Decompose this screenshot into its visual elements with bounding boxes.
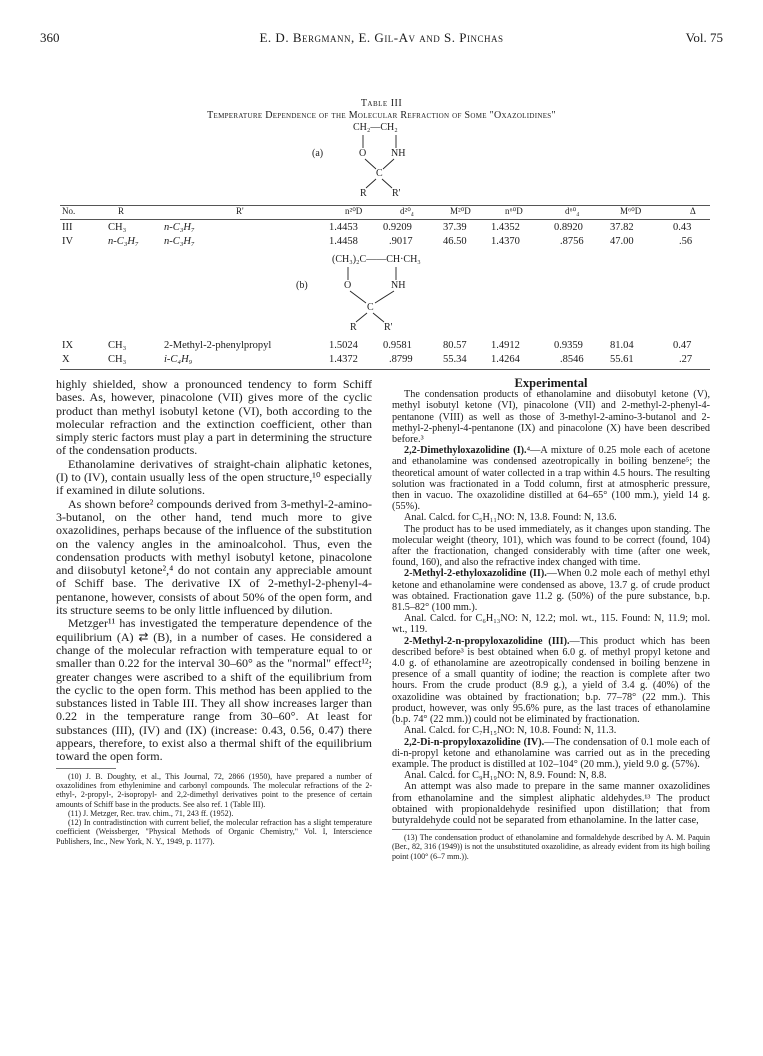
right-column — [392, 378, 710, 861]
volume: Vol. 75 — [685, 30, 723, 45]
body-paragraph: Ethanolamine derivatives of straight-chain aliphatic ketones, (I) to (IV), contain usually less of the open structure,¹⁰ especially if examined in dilute solutions. — [56, 456, 372, 498]
cell-n20: 1.4372 — [329, 354, 358, 365]
cell-d20: 0.9581 — [383, 340, 412, 351]
cell-d60: 0.9359 — [554, 340, 583, 351]
cell-r-prime: 2-Methyl-2-phenylpropyl — [164, 340, 272, 351]
footnote: (10) J. B. Doughty, et al., This Journal, 72, 2866 (1950), have prepared a number of oxazolidines from ethylenimine and carbonyl compounds. The molecular refractions of the 2-ethyl-, 2-propyl-, 2-isopropyl- and 2,2-dimethyl derivatives point to the presence of certain amounts of Schiff base in the products. See also ref. 1 (Table III). — [56, 771, 372, 809]
cell-m60: 47.00 — [610, 236, 634, 247]
structure-b-top: (CH₃)₂C——CH·CH₃ — [332, 254, 421, 265]
col-header-r: R — [118, 206, 125, 216]
structure-a-bonds — [336, 122, 436, 202]
cell-n20: 1.4453 — [329, 222, 358, 233]
analysis-line: Anal. Calcd. for C₇H₁₅NO: N, 10.8. Found: N, 11.3. — [404, 725, 617, 737]
compound-title: 2,2-Di-n-propyloxazolidine (IV). — [404, 736, 545, 748]
table-rule — [60, 205, 710, 206]
cell-d60: .8546 — [560, 354, 584, 365]
left-column — [56, 378, 372, 846]
body-paragraph: As shown before² compounds derived from 3-methyl-2-amino-3-butanol, on the other hand, tend much more to give oxazolidines, perhaps because of the influence of the substitution on the valency angles in the aminoalcohol. Thus, even the condensation products with methyl isobutyl ketone, pinacolone and diisobutyl ketone²,⁴ do not contain any appreciable amount of Schiff base. The derivative IX of 2-methyl-2-phenyl-4-pentanone, however, consists of about 50% of the open form, and its structure seems to be only little influenced by dilution. — [56, 496, 372, 618]
cell-d60: .8756 — [560, 236, 584, 247]
col-header-d60: d⁶⁰₄ — [565, 206, 580, 216]
running-head — [40, 30, 723, 50]
analysis-line: Anal. Calcd. for C₅H₁₁NO: N, 13.8. Found: N, 13.6. — [404, 512, 617, 524]
col-header-no: No. — [62, 206, 76, 216]
table-rule — [60, 369, 710, 370]
cell-d20: .8799 — [389, 354, 413, 365]
cell-m60: 81.04 — [610, 340, 634, 351]
cell-m60: 37.82 — [610, 222, 634, 233]
footnote-rule — [56, 768, 116, 769]
cell-m20: 80.57 — [443, 340, 467, 351]
body-paragraph: The product has to be used immediately, as it changes upon standing. The molecular weight (theory, 101), which was found to be correct (found, 104) after the fractionation, changed considerably with time (after one week, found, 160), and also the refractive index changed with time. — [392, 523, 710, 569]
structure-b-nh: NH — [391, 280, 406, 291]
compound-title: 2,2-Dimethyloxazolidine (I). — [404, 445, 527, 457]
structure-a-label: (a) — [312, 148, 324, 159]
cell-n20: 1.4458 — [329, 236, 358, 247]
body-paragraph: An attempt was also made to prepare in the same manner oxazolidines from ethanolamine and the simplest aliphatic aldehydes.¹³ The product obtained with propionaldehyde resinified upon distillation; that from butyraldehyde could not be separated from ethanolamine. In the latter case, — [392, 781, 710, 826]
structure-a-top: CH₂—CH₂ — [353, 122, 398, 133]
structure-a-nh: NH — [391, 148, 406, 159]
compound-title: 2-Methyl-2-ethyloxazolidine (II). — [404, 568, 547, 580]
cell-d20: .9017 — [389, 236, 413, 247]
cell-r-prime: n-C₃H₇ — [164, 236, 195, 247]
structure-b-r: R — [350, 322, 357, 333]
structure-a-r: R — [360, 188, 367, 199]
col-header-m20: M²⁰D — [450, 206, 471, 216]
col-header-delta: Δ — [690, 206, 696, 216]
page-number: 360 — [40, 30, 60, 45]
cell-m20: 46.50 — [443, 236, 467, 247]
cell-r: CH₃ — [108, 222, 127, 233]
table-label: Table III — [360, 98, 403, 109]
cell-r: n-C₃H₇ — [108, 236, 139, 247]
cell-delta: 0.47 — [673, 340, 692, 351]
compound-body: —The condensation of 0.1 mole each of di-n-propyl ketone and ethanolamine was carried out as in the preceding example. The product is distilled at 102–104° (20 mm.), yield 9.0 g. (57%). — [392, 736, 710, 770]
cell-d20: 0.9209 — [383, 222, 412, 233]
col-header-r-prime: R' — [236, 206, 244, 216]
cell-m60: 55.61 — [610, 354, 634, 365]
cell-r-prime: n-C₃H₇ — [164, 222, 195, 233]
structure-b-r-prime: R' — [384, 322, 393, 333]
cell-delta: 0.43 — [673, 222, 692, 233]
footnote-rule — [392, 829, 482, 830]
cell-r: CH₃ — [108, 354, 127, 365]
table-caption: Temperature Dependence of the Molecular Refraction of Some "Oxazolidines" — [207, 110, 556, 121]
compound-paragraph — [392, 445, 710, 512]
footnotes-left — [56, 768, 372, 846]
cell-delta: .56 — [679, 236, 693, 247]
authors: E. D. Bergmann, E. Gil-Av and S. Pinchas — [259, 30, 504, 45]
cell-n60: 1.4370 — [491, 236, 520, 247]
structure-a-o: O — [359, 148, 367, 159]
cell-r-prime: i-C₄H₉ — [164, 354, 193, 365]
body-paragraph: highly shielded, show a pronounced tendency to form Schiff bases. As, however, pinacolone (VII) gives more of the cyclic product than methyl isobutyl ketone (VI), both according to the molecular refraction and the extinction coefficient, other than simply steric factors must play a part in determining the structure of the condensation products. — [56, 377, 372, 458]
footnote: (12) In contradistinction with current belief, the molecular refraction has a slight temperature coefficient (Weissberger, "Physical Methods of Organic Chemistry," Vol. I, Interscience Publishers, Inc., New York, N. Y., 1949, p. 1177). — [56, 818, 372, 846]
cell-no: IX — [62, 340, 74, 351]
cell-n60: 1.4264 — [491, 354, 520, 365]
cell-no: X — [62, 354, 70, 365]
cell-no: III — [62, 222, 73, 233]
col-header-n60: n⁶⁰D — [505, 206, 523, 216]
structure-a-r-prime: R' — [392, 188, 401, 199]
table-rule — [60, 219, 710, 220]
body-paragraph: The condensation products of ethanolamine and diisobutyl ketone (V), methyl isobutyl ketone (VI), pinacolone (VII) and 2-methyl-2-phenyl-4-pentanone (VIII) as well as those of 3-methyl-2-amino-3-butanol and 2-methyl-2-phenyl-4-pentanone (IX) and pinacolone (X) have been described before.³ — [392, 389, 710, 446]
footnote: (11) J. Metzger, Rec. trav. chim., 71, 243 ff. (1952). — [68, 808, 234, 818]
compound-body: —When 0.2 mole each of methyl ethyl ketone and ethanolamine were condensed as above, 13.7 g. of crude product was obtained. Fractionation gave 11.2 g. (50%) of the pure substance, b.p. 81.5–82° (100 mm.). — [392, 568, 710, 614]
compound-paragraph — [392, 568, 710, 613]
structure-b-c: C — [367, 302, 374, 313]
compound-body: —This product which has been described before³ is best obtained when 6.0 g. of methyl propyl ketone and 4.0 g. of ethanolamine are azeotropically condensed in boiling benzene in presence of a small quantity of iodine; the reaction is complete after two hours. From the crude product (8.9 g.), a yield of 3.4 g. (40%) of the oxazolidine was obtained by fractionation; b.p. 77–78° (22 mm.). This product, however, was only 95.6% pure, as the last traces of ethanolamine (b.p. 74° (22 mm.)) could not be eliminated by fractionation. — [392, 635, 710, 726]
compound-body: ⁴—A mixture of 0.25 mole each of acetone and ethanolamine was condensed azeotropically in boiling benzene⁵; the theoretical amount of water collected in a trap within 4.5 hours. The resulting solution was fractionated in a Todd column, first at atmospheric pressure, then in vacuo. The oxazolidine distilled at 64–65° (100 mm.), yield 14 g. (55%). — [392, 445, 710, 513]
footnotes-right — [392, 829, 710, 861]
cell-n60: 1.4912 — [491, 340, 520, 351]
cell-r: CH₃ — [108, 340, 127, 351]
cell-m20: 55.34 — [443, 354, 467, 365]
body-paragraph: Metzger¹¹ has investigated the temperature dependence of the equilibrium (A) ⇄ (B), in a number of cases. He considered a change of the molecular refraction with temperature equal to or smaller than 0.22 for the interval 30–60° as the "normal" effect¹²; greater changes were ascribed to a shift of the equilibrium from the cyclic to the open form. This method has been applied to the substances listed in Table III. They all show increases larger than 0.22 in the temperature range from 30–60°. At least for substances (III), (IV) and (IX) (increase: 0.43, 0.56, 0.47) there appears, therefore, to exist also a thermal shift of the equilibrium toward the open form. — [56, 616, 372, 764]
structure-a-c: C — [376, 168, 383, 179]
analysis-line: Anal. Calcd. for C₉H₁₉NO: N, 8.9. Found: N, 8.8. — [404, 770, 607, 782]
compound-paragraph — [392, 737, 710, 771]
cell-no: IV — [62, 236, 74, 247]
compound-title: 2-Methyl-2-n-propyloxazolidine (III). — [404, 635, 570, 647]
col-header-d20: d²⁰₄ — [400, 206, 414, 216]
cell-m20: 37.39 — [443, 222, 467, 233]
compound-paragraph — [392, 636, 710, 726]
structure-b-o: O — [344, 280, 352, 291]
col-header-n20: n²⁰D — [345, 206, 363, 216]
structure-a — [312, 122, 436, 202]
structure-b-label: (b) — [296, 280, 308, 291]
cell-delta: .27 — [679, 354, 693, 365]
cell-d60: 0.8920 — [554, 222, 583, 233]
col-header-m60: M⁶⁰D — [620, 206, 642, 216]
section-heading: Experimental — [514, 376, 588, 390]
footnote: (13) The condensation product of ethanolamine and formaldehyde described by A. M. Paquin (Ber., 82, 316 (1949)) is not the unsubstituted oxazolidine, as already evident from its high boiling point (100° (6–7 mm.)). — [392, 833, 710, 861]
cell-n20: 1.5024 — [329, 340, 358, 351]
structure-b — [296, 254, 446, 336]
cell-n60: 1.4352 — [491, 222, 520, 233]
analysis-line: Anal. Calcd. for C₆H₁₃NO: N, 12.2; mol. wt., 115. Found: N, 11.9; mol. wt., 119. — [392, 613, 710, 636]
